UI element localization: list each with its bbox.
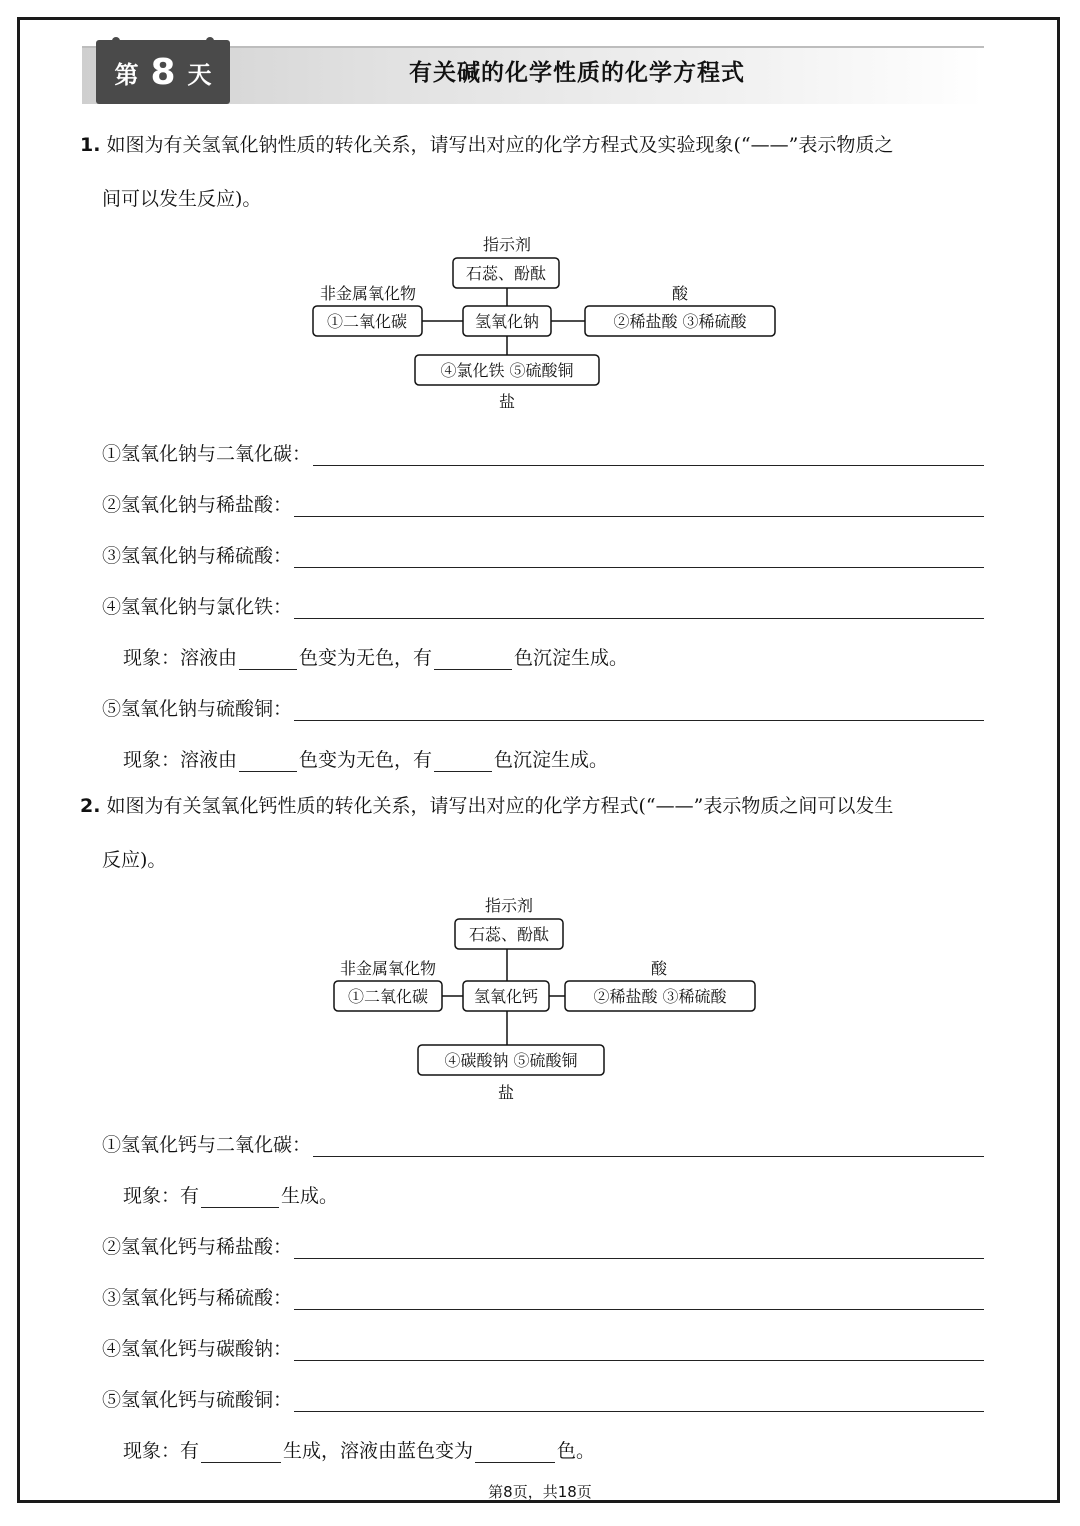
q1-item-3: ③氢氧化钠与稀硫酸：	[102, 538, 984, 568]
q2-stem	[80, 781, 985, 832]
q2-acid-box-text: ②稀盐酸 ③稀硫酸	[593, 987, 727, 1006]
q1-center-box-text: 氢氧化钠	[474, 312, 540, 331]
q2-acid-label: 酸	[650, 959, 668, 978]
q2-indicator-box-text: 石蕊、酚酞	[468, 925, 550, 944]
page-title: 有关碱的化学性质的化学方程式	[409, 60, 745, 86]
q2-oxide-box-text: ①二氧化碳	[347, 987, 429, 1006]
blank-field[interactable]	[201, 1440, 281, 1463]
q1-text-line2: 间可以发生反应)。	[102, 188, 262, 210]
answer-line[interactable]	[313, 1134, 984, 1157]
q2-center-box-text: 氢氧化钙	[473, 987, 539, 1006]
answer-line[interactable]	[294, 1236, 984, 1259]
day-header	[82, 40, 984, 104]
q1-text-line1: 如图为有关氢氧化钠性质的转化关系，请写出对应的化学方程式及实验现象(“——”表示物质之	[106, 134, 894, 156]
q1-indicator-label: 指示剂	[482, 235, 532, 254]
q1-oxide-box-text: ①二氧化碳	[326, 312, 408, 331]
q1-acid-label: 酸	[671, 284, 689, 303]
badge-tab-left	[112, 37, 120, 43]
day-prefix: 第	[114, 60, 139, 89]
answer-line[interactable]	[294, 698, 984, 721]
q1-salt-box-text: ④氯化铁 ⑤硫酸铜	[440, 361, 574, 380]
q2-item-3: ③氢氧化钙与稀硫酸：	[102, 1280, 984, 1310]
blank-field[interactable]	[475, 1440, 555, 1463]
q1-stem	[80, 120, 985, 171]
day-number: 8	[150, 51, 176, 93]
q1-indicator-box-text: 石蕊、酚酞	[465, 264, 547, 283]
q1-phenomenon-4: 现象：溶液由 色变为无色，有 色沉淀生成。	[123, 647, 629, 669]
q2-item-2: ②氢氧化钙与稀盐酸：	[102, 1229, 984, 1259]
q1-number: 1.	[80, 134, 101, 156]
q2-oxide-label: 非金属氧化物	[339, 959, 437, 978]
q1-item-2: ②氢氧化钠与稀盐酸：	[102, 487, 984, 517]
q2-item-4: ④氢氧化钙与碳酸钠：	[102, 1331, 984, 1361]
day-suffix: 天	[187, 60, 212, 89]
blank-field[interactable]	[239, 647, 297, 670]
page-number: 第8页，共18页	[488, 1483, 592, 1501]
answer-line[interactable]	[294, 1287, 984, 1310]
q2-item-5: ⑤氢氧化钙与硫酸铜：	[102, 1382, 984, 1412]
blank-field[interactable]	[434, 749, 492, 772]
q2-indicator-label: 指示剂	[484, 896, 534, 915]
answer-line[interactable]	[294, 1338, 984, 1361]
blank-field[interactable]	[239, 749, 297, 772]
q2-text-line2: 反应)。	[102, 849, 167, 871]
q1-phenomenon-5: 现象：溶液由 色变为无色，有 色沉淀生成。	[123, 749, 609, 771]
answer-line[interactable]	[294, 545, 984, 568]
q2-phenomenon-5: 现象：有 生成，溶液由蓝色变为 色。	[123, 1440, 596, 1462]
q2-number: 2.	[80, 795, 101, 817]
blank-field[interactable]	[434, 647, 512, 670]
q2-text-line1: 如图为有关氢氧化钙性质的转化关系，请写出对应的化学方程式(“——”表示物质之间可以发生	[106, 795, 894, 817]
q1-acid-box-text: ②稀盐酸 ③稀硫酸	[613, 312, 747, 331]
q1-item-4: ④氢氧化钠与氯化铁：	[102, 589, 984, 619]
answer-line[interactable]	[294, 494, 984, 517]
blank-field[interactable]	[201, 1185, 279, 1208]
day-badge	[96, 40, 230, 104]
q1-salt-label: 盐	[498, 392, 516, 411]
q1-item-1: ①氢氧化钠与二氧化碳：	[102, 436, 984, 466]
q2-salt-label: 盐	[497, 1083, 515, 1102]
q2-salt-box-text: ④碳酸钠 ⑤硫酸铜	[444, 1051, 578, 1070]
q1-oxide-label: 非金属氧化物	[319, 284, 417, 303]
q1-item-5: ⑤氢氧化钠与硫酸铜：	[102, 691, 984, 721]
q2-item-1: ①氢氧化钙与二氧化碳：	[102, 1127, 984, 1157]
answer-line[interactable]	[294, 596, 984, 619]
answer-line[interactable]	[294, 1389, 984, 1412]
answer-line[interactable]	[313, 443, 984, 466]
q2-phenomenon-1: 现象：有 生成。	[123, 1185, 339, 1207]
badge-tab-right	[206, 37, 214, 43]
